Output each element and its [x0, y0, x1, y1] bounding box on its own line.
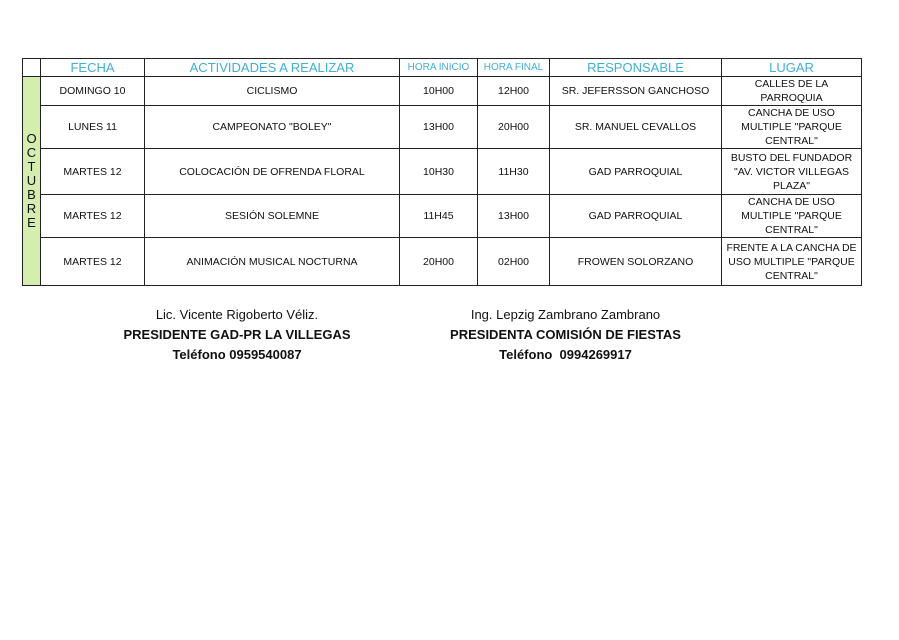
cell-actividad: SESIÓN SOLEMNE	[145, 195, 400, 238]
month-letter: C	[26, 145, 37, 160]
signatory-name: Ing. Lepzig Zambrano Zambrano	[470, 307, 661, 322]
cell-fecha: DOMINGO 10	[41, 77, 145, 106]
cell-responsable: GAD PARROQUIAL	[550, 149, 722, 195]
table-row	[23, 238, 862, 286]
cell-lugar: CANCHA DE USO MULTIPLE "PARQUE CENTRAL"	[722, 106, 862, 149]
cell-actividad: ANIMACIÓN MUSICAL NOCTURNA	[145, 238, 400, 286]
cell-actividad: COLOCACIÓN DE OFRENDA FLORAL	[145, 149, 400, 195]
cell-actividad: CAMPEONATO "BOLEY"	[145, 106, 400, 149]
signatory-role: PRESIDENTA COMISIÓN DE FIESTAS	[450, 327, 681, 342]
signatory-name: Lic. Vicente Rigoberto Véliz.	[155, 307, 319, 322]
cell-hora-final: 02H00	[478, 238, 550, 286]
cell-hora-inicio: 10H30	[400, 149, 478, 195]
schedule-table	[22, 58, 862, 286]
month-letter: O	[26, 131, 37, 146]
cell-hora-final: 11H30	[478, 149, 550, 195]
cell-fecha: LUNES 11	[41, 106, 145, 149]
cell-fecha: MARTES 12	[41, 149, 145, 195]
cell-responsable: GAD PARROQUIAL	[550, 195, 722, 238]
header-hora-inicio: HORA INICIO	[400, 59, 478, 77]
cell-hora-inicio: 20H00	[400, 238, 478, 286]
cell-lugar: CALLES DE LA PARROQUIA	[722, 77, 862, 106]
cell-responsable: SR. MANUEL CEVALLOS	[550, 106, 722, 149]
cell-responsable: SR. JEFERSSON GANCHOSO	[550, 77, 722, 106]
table-row	[23, 195, 862, 238]
month-letter: U	[26, 173, 37, 188]
signatory-phone: Teléfono 0959540087	[172, 347, 302, 362]
table-row	[23, 106, 862, 149]
table-row	[23, 149, 862, 195]
month-header-blank	[23, 59, 41, 77]
cell-hora-inicio: 10H00	[400, 77, 478, 106]
header-responsable: RESPONSABLE	[550, 59, 722, 77]
header-actividades: ACTIVIDADES A REALIZAR	[145, 59, 400, 77]
month-letter: T	[27, 159, 36, 174]
cell-actividad: CICLISMO	[145, 77, 400, 106]
signature-left	[112, 305, 362, 365]
month-letter: R	[26, 201, 37, 216]
header-fecha: FECHA	[41, 59, 145, 77]
cell-hora-final: 13H00	[478, 195, 550, 238]
cell-hora-inicio: 13H00	[400, 106, 478, 149]
signatory-role: PRESIDENTE GAD-PR LA VILLEGAS	[123, 327, 351, 342]
header-hora-final: HORA FINAL	[478, 59, 550, 77]
cell-responsable: FROWEN SOLORZANO	[550, 238, 722, 286]
month-letter: B	[27, 187, 36, 202]
cell-lugar: FRENTE A LA CANCHA DE USO MULTIPLE "PARQUE CENTRAL"	[722, 238, 862, 286]
cell-hora-final: 12H00	[478, 77, 550, 106]
cell-lugar: BUSTO DEL FUNDADOR "AV. VICTOR VILLEGAS PLAZA"	[722, 149, 862, 195]
cell-hora-final: 20H00	[478, 106, 550, 149]
cell-fecha: MARTES 12	[41, 195, 145, 238]
month-label	[23, 77, 41, 286]
cell-fecha: MARTES 12	[41, 238, 145, 286]
signatory-phone: Teléfono 0994269917	[499, 347, 632, 362]
header-lugar: LUGAR	[722, 59, 862, 77]
month-letter: E	[27, 215, 36, 230]
signature-right	[438, 305, 693, 365]
table-row	[23, 77, 862, 106]
header-row	[23, 59, 862, 77]
cell-lugar: CANCHA DE USO MULTIPLE "PARQUE CENTRAL"	[722, 195, 862, 238]
cell-hora-inicio: 11H45	[400, 195, 478, 238]
